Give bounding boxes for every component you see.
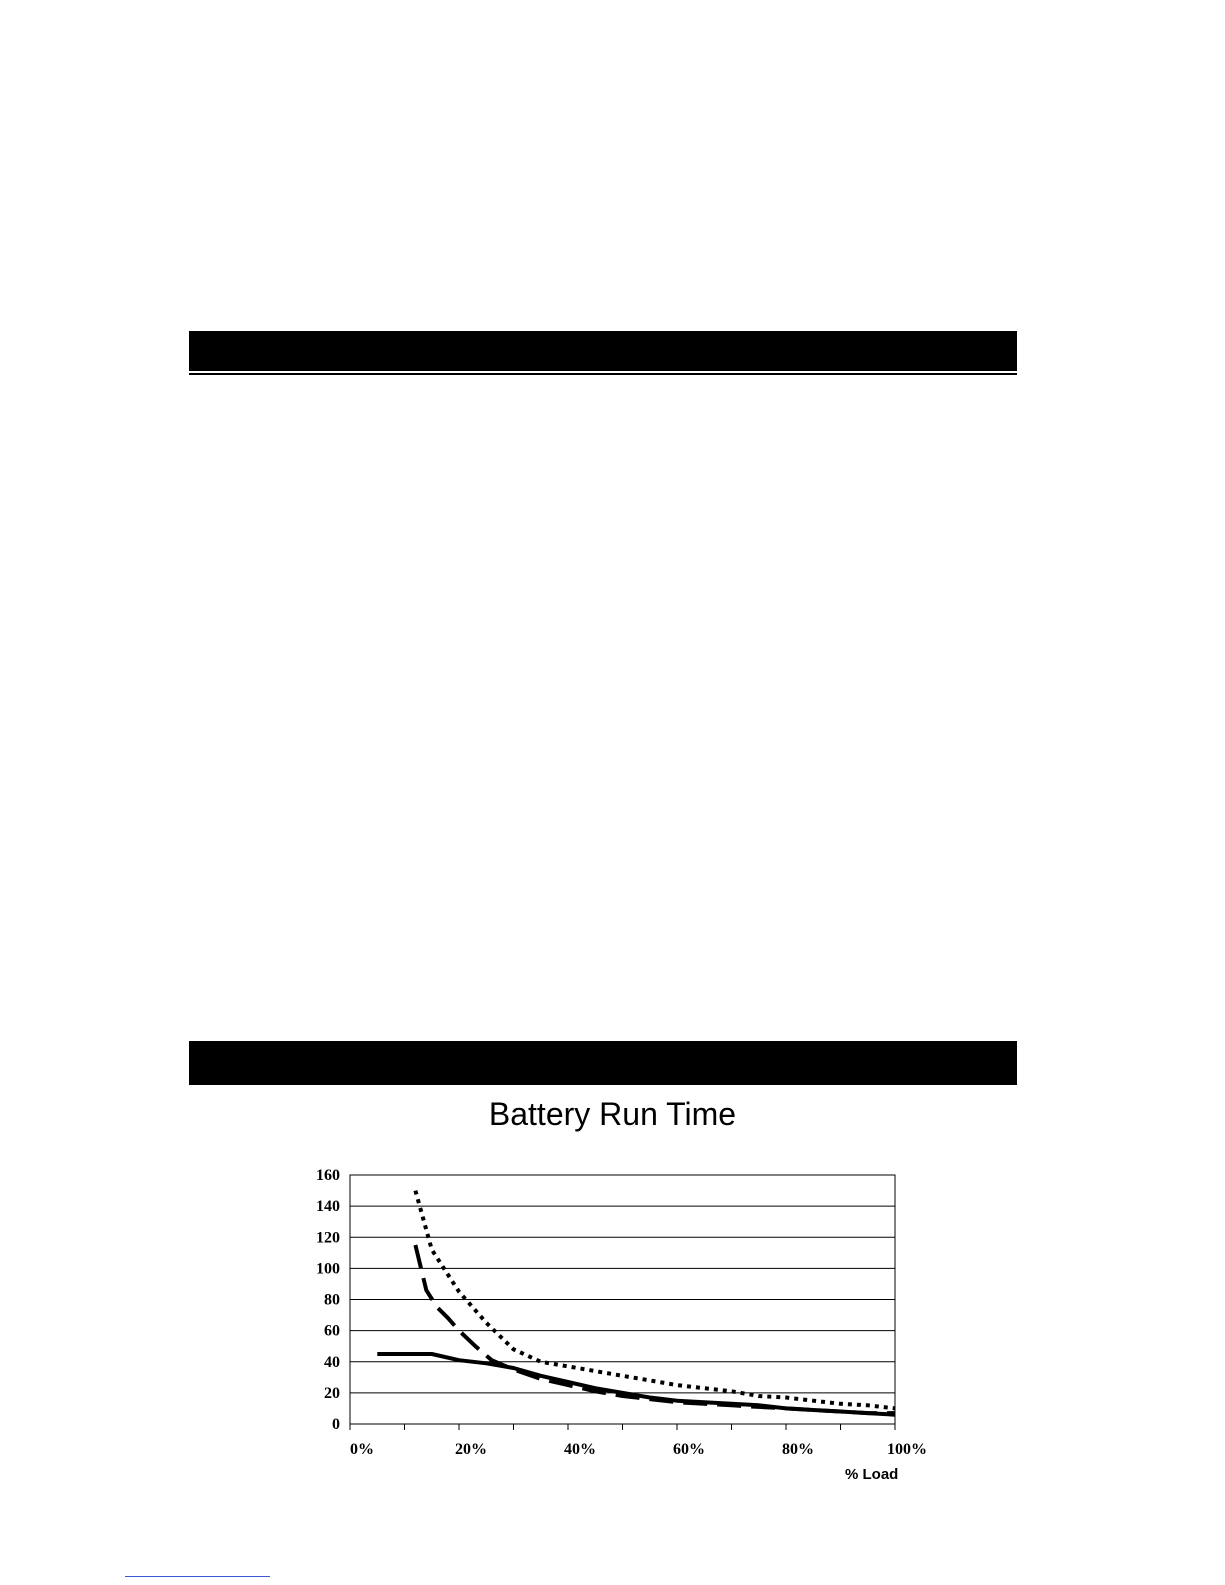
series-lines	[377, 1191, 895, 1415]
y-tick-label: 120	[316, 1229, 340, 1247]
x-tick-label: 60%	[673, 1441, 705, 1458]
tick-labels	[316, 1167, 927, 1458]
x-tick-label: 0%	[350, 1441, 374, 1458]
x-tick-label: 40%	[564, 1441, 596, 1458]
chart-title: Battery Run Time	[488, 1096, 737, 1132]
y-tick-label: 60	[324, 1322, 340, 1340]
y-tick-label: 140	[316, 1198, 340, 1216]
series-line-solid	[377, 1354, 895, 1415]
series-line-dashed	[415, 1245, 895, 1413]
y-tick-label: 100	[316, 1260, 340, 1278]
x-tick-label: 80%	[782, 1441, 814, 1458]
x-tick-label: 20%	[455, 1441, 487, 1458]
y-tick-label: 160	[316, 1167, 340, 1184]
footer-link-underline	[125, 1576, 270, 1577]
x-axis-label: % Load	[845, 1466, 899, 1483]
y-tick-label: 80	[324, 1291, 340, 1309]
y-tick-label: 20	[324, 1384, 340, 1402]
y-tick-label: 40	[324, 1353, 340, 1371]
y-tick-label: 0	[332, 1416, 340, 1433]
x-tick-label: 100%	[887, 1441, 927, 1458]
